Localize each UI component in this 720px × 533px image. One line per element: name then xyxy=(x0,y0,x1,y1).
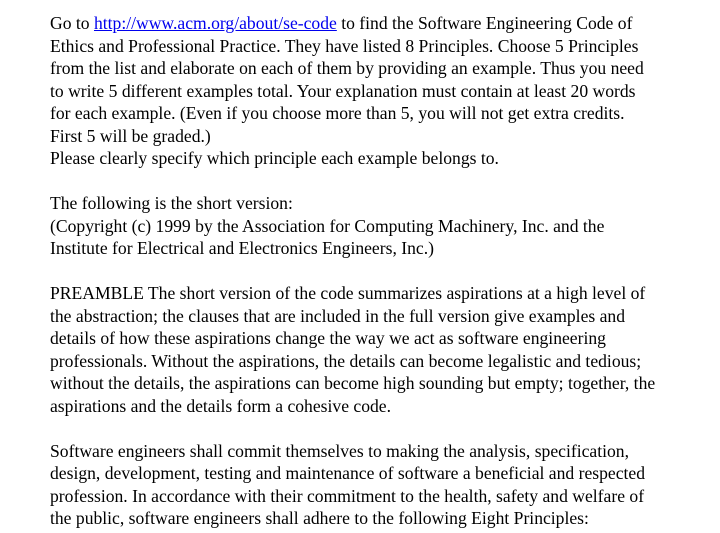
short-version-heading: The following is the short version: xyxy=(50,193,293,213)
assignment-paragraph xyxy=(50,12,690,170)
preamble-line-1: PREAMBLE The short version of the code summarizes aspirations at a high level of xyxy=(50,283,646,303)
intro-prefix: Go to xyxy=(50,13,94,33)
preamble-line-5: without the details, the aspirations can become high sounding but empty; together, the xyxy=(50,373,656,393)
assignment-line-2: Ethics and Professional Practice. They have listed 8 Principles. Choose 5 Principles xyxy=(50,35,639,56)
commitment-line-1: Software engineers shall commit themselves to making the analysis, specification, xyxy=(50,440,629,461)
document-body xyxy=(50,12,690,530)
preamble-paragraph xyxy=(50,282,690,417)
preamble-line-2: the abstraction; the clauses that are included in the full version give examples and xyxy=(50,305,626,326)
assignment-line-3: from the list and elaborate on each of them by providing an example. Thus you need xyxy=(50,58,644,78)
commitment-line-4: the public, software engineers shall adhere to the following Eight Principles: xyxy=(50,508,589,528)
short-version-paragraph xyxy=(50,192,690,260)
commitment-paragraph xyxy=(50,440,690,530)
principle-instruction: Please clearly specify which principle each example belongs to. xyxy=(50,148,499,168)
preamble-line-3: details of how these aspirations change the way we act as software engineering xyxy=(50,328,606,348)
preamble-line-6: aspirations and the details form a cohesive code. xyxy=(50,395,392,416)
acm-se-code-link[interactable]: http://www.acm.org/about/se-code xyxy=(93,13,337,33)
assignment-line-1 xyxy=(50,12,690,35)
intro-suffix: to find the Software Engineering Code of xyxy=(336,13,633,33)
assignment-line-5: for each example. (Even if you choose more than 5, you will not get extra credits. xyxy=(50,103,625,123)
assignment-line-6: First 5 will be graded.) xyxy=(50,125,211,146)
assignment-line-4: to write 5 different examples total. Your explanation must contain at least 20 words xyxy=(50,80,636,101)
copyright-line-2: Institute for Electrical and Electronics Engineers, Inc.) xyxy=(50,238,434,258)
commitment-line-3: profession. In accordance with their commitment to the health, safety and welfare of xyxy=(50,485,645,506)
preamble-line-4: professionals. Without the aspirations, the details can become legalistic and tedious; xyxy=(50,350,642,371)
copyright-line-1: (Copyright (c) 1999 by the Association for Computing Machinery, Inc. and the xyxy=(50,215,605,236)
commitment-line-2: design, development, testing and maintenance of software a beneficial and respected xyxy=(50,463,646,483)
